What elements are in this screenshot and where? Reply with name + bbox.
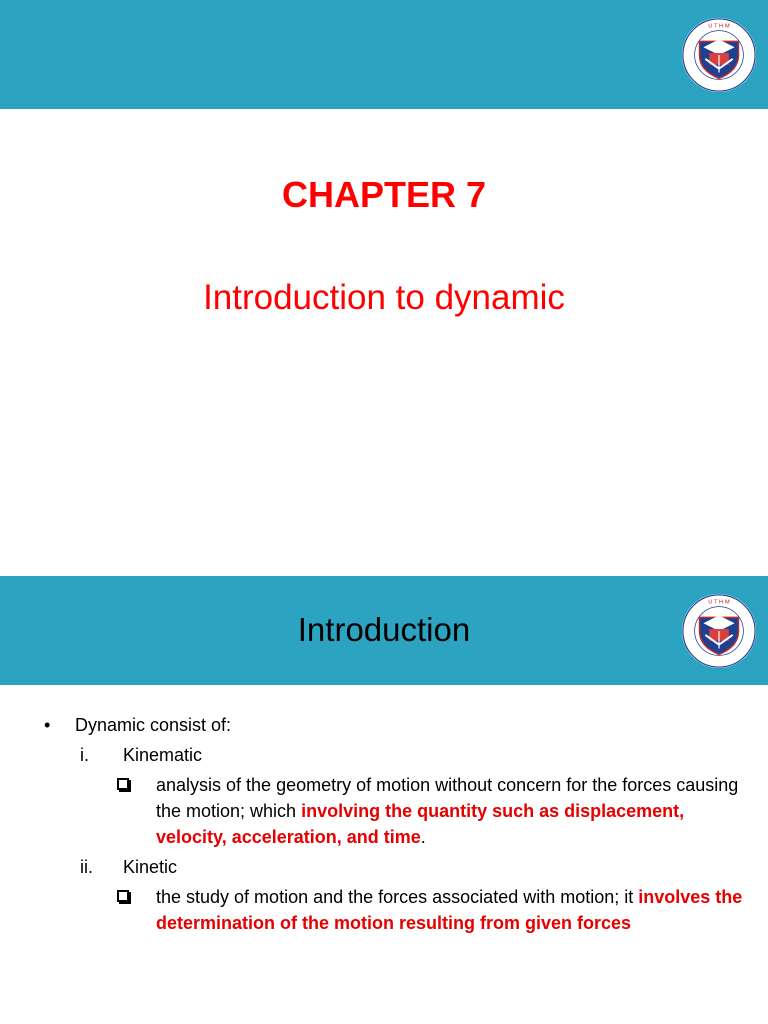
svg-text:U T H M: U T H M [708, 23, 730, 30]
svg-text:U T H M: U T H M [708, 599, 730, 606]
header-banner [0, 0, 768, 109]
chapter-title: CHAPTER 7 [281, 174, 487, 215]
list-marker: ii. [80, 857, 93, 877]
slide-introduction [0, 576, 768, 1024]
checkbox-bullet-icon [117, 778, 129, 790]
bullet-text: Dynamic consist of: [75, 715, 232, 735]
detail-text: the study of motion and the forces associated with motion; it involves the determination of the motion resulting from given forces [156, 887, 743, 933]
list-label: Kinetic [123, 857, 178, 877]
chapter-subtitle: Introduction to dynamic [203, 278, 565, 317]
header-banner [0, 576, 768, 685]
detail-text: analysis of the geometry of motion without concern for the forces causing the motion; which involving the quantity such as displacement, velocity, acceleration, and time. [156, 775, 739, 847]
university-seal-icon [680, 16, 758, 94]
section-title: Introduction [297, 611, 471, 648]
list-marker: i. [80, 745, 89, 765]
bullet-dot-icon: • [44, 715, 51, 735]
checkbox-bullet-icon [117, 890, 129, 902]
list-label: Kinematic [123, 745, 203, 765]
university-seal-icon [680, 592, 758, 670]
